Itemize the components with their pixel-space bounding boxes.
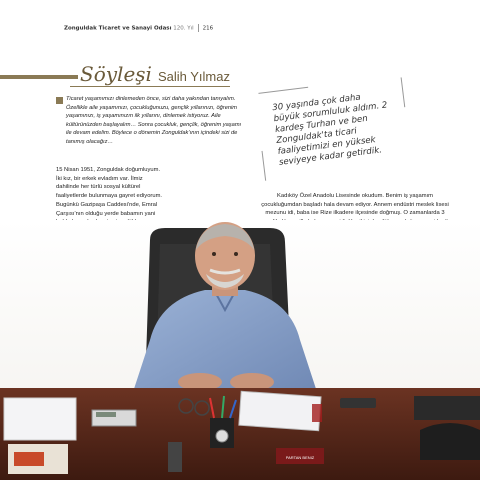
mobile-phone <box>340 398 376 408</box>
calculator-display <box>96 412 116 417</box>
desk-book <box>14 452 44 466</box>
interviewee-name: Salih Yılmaz <box>157 69 230 84</box>
desk-papers-left <box>4 398 76 440</box>
section-title: Söyleşi <box>80 62 152 86</box>
body-text-right: Kadıköy Özel Anadolu Lisesinde okudum. Benim iş yaşamım çocukluğumdan başladı hala devam ediyor. Annem endüstri meslek lisesi mezunu idi, baba ise Rize ilkadere ilçesinde doğmuş. O zamanlarda 3 <box>261 193 449 217</box>
lead-marker <box>56 97 63 104</box>
desk-telephone <box>420 423 480 460</box>
man-eye-right <box>234 252 238 256</box>
publication-name: Zonguldak Ticaret ve Sanayi Odası <box>64 25 172 32</box>
article-title <box>80 62 230 86</box>
tv-remote <box>168 442 182 472</box>
page-number: 216 <box>202 25 214 32</box>
page-header <box>64 24 213 32</box>
pull-quote <box>265 85 402 184</box>
header-separator <box>198 24 199 32</box>
portrait-photo <box>0 220 480 480</box>
title-underline <box>70 86 230 87</box>
lead-question: Ticaret yaşamımızı dinlemeden önce, sizi daha yakından tanıyalım. Özellikle aile yaşamınızı, çocukluğunuzu, gençlik yıllarınızı, öğrenim yaşamınızı, iş yaşamınızın ilk yıllarını, dinlemek istiyoruz. Aile kültürünüzden başlayalım… Sonra çocukluk, gençlik, öğrenim yaşamı ile devam edelim. Böylece o dönemin Zonguldak’ının içindeki sizi de tanımış olacağız… <box>66 96 242 145</box>
quote-border-top <box>258 87 308 94</box>
pull-quote-text: 30 yaşında çok daha büyük sorumluluk aldım. 2 kardeş Turhan ve ben Zonguldak'ta ticari faaliyetimizi en yüksek seviyeye kadar getirdik. <box>271 92 388 168</box>
desk-clock <box>216 430 228 442</box>
title-accent-bar <box>0 75 78 79</box>
man-eye-left <box>212 252 216 256</box>
tea-glass <box>312 404 322 422</box>
quote-border-right <box>401 77 406 107</box>
body-text-left: 15 Nisan 1951, Zonguldak doğumluyum. İki kız, bir erkek evladım var. İlmiz dahilinde her türlü sosyal kültürel faaliyetlerde bulunmaya gayret ediyorum. Bugünkü Gazipaşa Caddesi’nde, Emral Çarşısı’nın olduğu yerde babamın yani <box>56 167 163 217</box>
desk-document <box>239 391 321 430</box>
anniversary-year: 120. Yıl <box>173 25 194 32</box>
quote-border-left <box>262 151 267 181</box>
keyboard <box>414 396 480 420</box>
nameplate-text: PARTAN BENIZ <box>285 455 315 460</box>
